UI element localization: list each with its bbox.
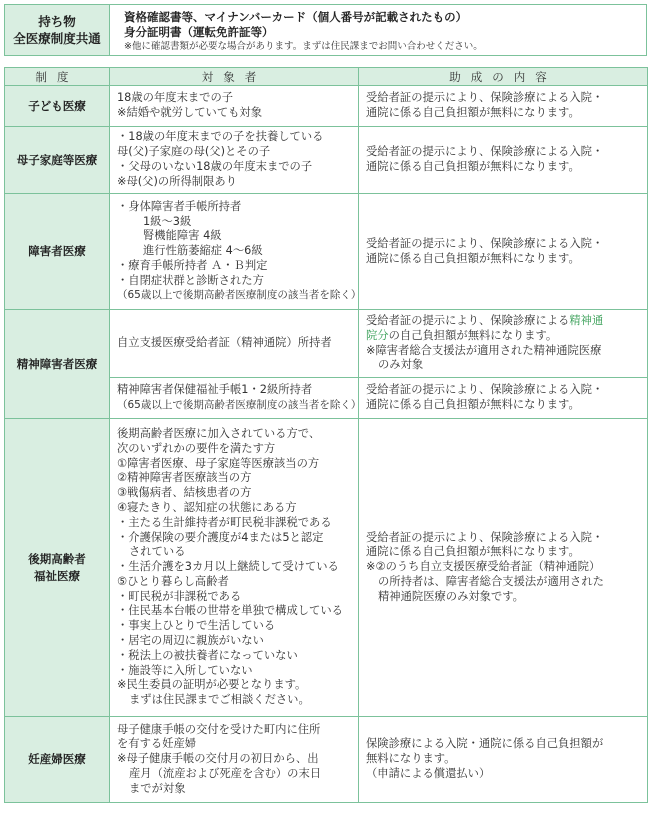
target-line: 18歳の年度末までの子 [117, 91, 234, 105]
belongings-line2: 身分証明書（運転免許証等） [124, 25, 274, 39]
target-line: ④寝たきり、認知症の状態にある方 [117, 500, 297, 514]
content-line: 受給者証の提示により、保険診療による入院・ [366, 236, 604, 250]
highlight-text: 精神通 [569, 313, 604, 327]
system-disability: 障害者医療 [5, 194, 110, 310]
content-line: の所持者は、障害者総合支援法が適用された [378, 574, 604, 588]
target-line: ③戦傷病者、結核患者の方 [117, 486, 252, 500]
belongings-line1: 資格確認書等、マイナンバーカード（個人番号が記載されたもの） [124, 10, 468, 24]
content-line: 通院に係る自己負担額が無料になります。 [366, 398, 580, 411]
header-system: 制度 [5, 68, 110, 86]
content-single-parent [359, 127, 648, 194]
target-line: ・生活介護を3カ月以上継続して受けている [117, 560, 339, 574]
belongings-content [110, 5, 646, 55]
target-line: ①障害者医療、母子家庭等医療該当の方 [117, 456, 320, 470]
system-single-parent: 母子家庭等医療 [5, 127, 110, 194]
content-line: 通院に係る自己負担額が無料になります。 [366, 545, 580, 559]
target-line: ・住民基本台帳の世帯を単独で構成している [117, 604, 343, 618]
content-line: 受給者証の提示により、保険診療による入院・ [366, 145, 604, 159]
system-elderly-line2: 福祉医療 [34, 568, 80, 583]
table-row-mental-a [5, 310, 648, 378]
content-line: （申請による償還払い） [366, 766, 491, 780]
target-line: （65歳以上で後期高齢者医療制度の該当者を除く） [117, 289, 362, 302]
target-child [110, 86, 359, 127]
target-line: ⑤ひとり暮らし高齢者 [117, 574, 229, 588]
content-line [366, 329, 643, 344]
header-target: 対象者 [110, 68, 359, 86]
content-line: 無料になります。 [366, 752, 456, 766]
content-line: 通院に係る自己負担額が無料になります。 [366, 160, 580, 173]
target-line: 次のいずれかの要件を満たす方 [117, 441, 276, 455]
target-line: （65歳以上で後期高齢者医療制度の該当者を除く） [117, 399, 362, 411]
target-line: 進行性筋萎縮症 4～6級 [143, 244, 263, 258]
target-line: ・事実上ひとりで生活している [117, 619, 276, 633]
target-line: ※民生委員の証明が必要となります。 [117, 678, 307, 692]
system-elderly-line1: 後期高齢者 [28, 551, 86, 566]
target-line: 精神障害者保健福祉手帳1・2級所持者 [117, 383, 313, 397]
target-line: 1級～3級 [143, 214, 192, 228]
content-line: 通院に係る自己負担額が無料になります。 [366, 106, 580, 119]
content-child [359, 86, 648, 127]
belongings-label [5, 5, 110, 55]
target-line: 腎機能障害 4級 [143, 229, 222, 243]
content-line: 受給者証の提示により、保険診療による入院・ [366, 383, 604, 397]
target-line: ・療育手帳所持者 Ａ・Ｂ判定 [117, 258, 268, 272]
table-row-elderly [5, 419, 648, 717]
target-mental-b [110, 378, 362, 419]
content-line: のみ対象 [378, 358, 424, 372]
target-line: ・町民税が非課税である [117, 589, 242, 603]
target-line: ・主たる生計維持者が町民税非課税である [117, 515, 332, 529]
target-line: ・自閉症状群と診断された方 [117, 273, 264, 287]
content-disability [359, 194, 648, 310]
target-elderly [110, 419, 359, 717]
content-pregnant [359, 717, 648, 803]
table-row-pregnant [5, 717, 648, 803]
content-text: の自己負担額が無料になります。 [388, 328, 558, 342]
content-line: 精神通院医療のみ対象です。 [378, 589, 524, 603]
system-pregnant: 妊産婦医療 [5, 717, 110, 803]
target-line: ・施設等に入所していない [117, 663, 253, 677]
table-row-child [5, 86, 648, 127]
target-line: ※結婚や就労していても対象 [117, 106, 263, 119]
table-header-row [5, 68, 648, 86]
target-line: ・18歳の年度末までの子を扶養している [117, 130, 324, 144]
target-line: 産月（流産および死産を含む）の末日 [129, 766, 322, 780]
highlight-text: 院分 [366, 328, 389, 342]
content-text: 受給者証の提示により、保険診療による [366, 313, 570, 327]
target-line: ※母(父)の所得制限あり [117, 174, 237, 188]
table-row-disability [5, 194, 648, 310]
target-line: ・身体障害者手帳所持者 [117, 199, 242, 213]
content-mental-a [359, 310, 648, 378]
content-mental-b [359, 378, 648, 419]
content-line: 受給者証の提示により、保険診療による入院・ [366, 91, 604, 105]
target-line: されている [129, 545, 186, 559]
system-mental: 精神障害者医療 [5, 310, 110, 419]
target-mental-a [110, 310, 359, 378]
belongings-label-line2: 全医療制度共通 [13, 31, 101, 46]
target-disability [110, 194, 362, 310]
belongings-note: ※他に確認書類が必要な場合があります。まずは住民課までお問い合わせください。 [124, 41, 483, 52]
target-pregnant [110, 717, 359, 803]
content-line: 通院に係る自己負担額が無料になります。 [366, 251, 580, 265]
content-line: 受給者証の提示により、保険診療による入院・ [366, 530, 604, 544]
target-single-parent [110, 127, 359, 194]
target-line: ・税法上の被扶養者になっていない [117, 648, 298, 662]
target-line: まずは住民課までご相談ください。 [129, 693, 310, 707]
target-line: ・父母のいない18歳の年度末までの子 [117, 160, 313, 173]
content-elderly [359, 419, 648, 717]
belongings-label-line1: 持ち物 [38, 14, 76, 29]
target-line: ※母子健康手帳の交付月の初日から、出 [117, 752, 319, 766]
target-line: ・居宅の周辺に親族がいない [117, 634, 264, 648]
medical-subsidy-table [4, 67, 648, 803]
belongings-box [4, 4, 647, 56]
target-line: 母(父)子家庭の母(父)とその子 [117, 145, 271, 159]
system-elderly [5, 419, 110, 717]
target-line: を有する妊産婦 [117, 737, 197, 751]
content-line [366, 314, 643, 329]
system-child: 子ども医療 [5, 86, 110, 127]
content-line: 保険診療による入院・通院に係る自己負担額が [366, 737, 604, 751]
target-line: までが対象 [129, 781, 186, 795]
target-line: 自立支援医療受給者証（精神通院）所持者 [117, 336, 332, 350]
header-content: 助成の内容 [359, 68, 648, 86]
target-line: 後期高齢者医療に加入されている方で、 [117, 426, 321, 440]
target-line: ・介護保険の要介護度が4または5と認定 [117, 530, 324, 544]
target-line: ②精神障害者医療該当の方 [117, 471, 252, 485]
target-line: 母子健康手帳の交付を受けた町内に住所 [117, 722, 321, 736]
content-line: ※②のうち自立支援医療受給者証（精神通院） [366, 560, 601, 574]
content-line: ※障害者総合支援法が適用された精神通院医療 [366, 343, 602, 357]
table-row-single-parent [5, 127, 648, 194]
